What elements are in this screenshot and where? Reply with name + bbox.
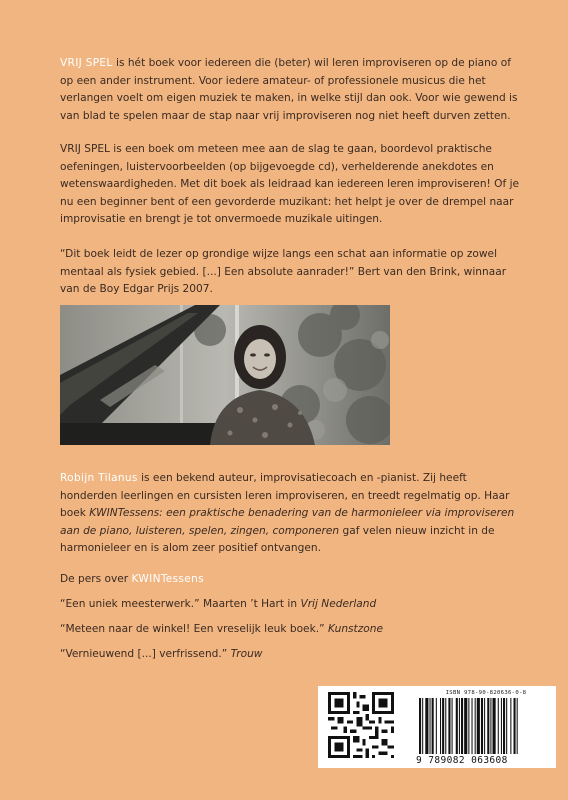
barcode-bar [436,698,437,754]
barcode-bar [422,698,423,754]
barcode-bar [510,698,511,754]
barcode-bar [448,698,450,754]
barcode-bar [430,698,431,754]
barcode-bar [481,698,483,754]
barcode-bar [506,698,507,754]
barcode-bar [445,698,446,754]
barcode-number: 9 789082 063608 [416,755,508,766]
barcode-bar [461,698,463,754]
isbn-label: ISBN 978-90-820636-0-8 [445,690,527,696]
press-quote-source: Kunstzone [327,623,383,635]
press-quote-text: “Vernieuwend [...] verfrissend.” [60,648,231,660]
press-quote-text: “Meteen naar de winkel! Een vreselijk leuk boek.” [60,623,328,635]
barcode-bar [484,698,485,754]
barcode-bar [419,698,421,754]
press-heading [60,573,204,585]
barcode-bar [440,698,441,754]
barcode-bar [459,698,460,754]
barcode-bar [432,698,434,754]
author-photo [60,305,390,445]
press-book-title: KWINTessens [131,573,204,585]
barcode-bar [517,698,518,754]
barcode-bar [498,698,499,754]
intro-text: is hét boek voor iedereen die (beter) wil leren improviseren op de piano of op een ander instrument. Voor iedere amateur- of professionele musicus die het verlangen voelt om eigen muziek te maken, in welke stijl dan ook. Voor wie gewend is van blad te spelen maar de stap naar vrij improviseren nog niet heeft durven zetten. [60,57,518,122]
barcode-bar [487,698,489,754]
author-name: Robijn Tilanus [60,472,138,484]
body-paragraph: VRIJ SPEL is een boek om meteen mee aan de slag te gaan, boordevol praktische oefeningen, luistervoorbeelden (op bijgevoegde cd), verhelderende anekdotes en wetenswaardigheden. Met dit boek als leidraad kan iedereen leren improviseren! Of je nu een beginner bent of een gevorderde muzikant: het helpt je over de drempel naar improvisatie en brengt je tot onvermoede muzikale uitingen. [60,143,520,226]
barcode-bar [425,698,428,754]
barcode-bar [477,698,480,754]
title-highlight: VRIJ SPEL [60,57,113,69]
press-quote-source: Trouw [230,648,263,660]
barcode-icon [417,698,553,754]
press-quote [60,648,262,660]
barcode-bar [472,698,473,754]
barcode-bar [490,698,491,754]
press-quote-source: Vrij Nederland [300,598,377,610]
barcode-bar [501,698,502,754]
press-quote-text: “Een uniek meesterwerk.” Maarten ’t Hart in [60,598,301,610]
barcode-bar [468,698,469,754]
bio-text-end: gaf velen nieuw inzicht in de harmonieleer en is alom zeer positief ontvangen. [60,524,495,555]
bio-text-start: is een bekend auteur, improvisatiecoach en -pianist. Zij heeft honderden leerlingen en cursisten leren improviseren, en treedt regelmatig op. Haar boek [60,472,510,520]
author-bio [60,470,520,558]
book-title-italic: KWINTessens: een praktische benadering van de harmonieleer via improviseren aan de piano, luisteren, spelen, zingen, componeren [60,507,515,537]
author-photo-illustration [60,305,390,445]
barcode-bar [503,698,505,754]
barcode-bar [464,698,467,754]
review-quote: “Dit boek leidt de lezer op grondige wijze langs een schat aan informatie op zowel mentaal als fysiek gebied. [...] Een absolute aanrader!” Bert van den Brink, winnaar van de Boy Edgar Prijs 2007. [60,248,507,296]
barcode-bar [456,698,458,754]
press-quote [60,598,376,610]
barcode-bar [452,698,453,754]
barcode-bar [514,698,516,754]
qr-code-icon [328,692,394,758]
intro-paragraph [60,55,520,125]
press-quote [60,623,383,635]
barcode-bar [475,698,476,754]
barcode-bar [442,698,444,754]
barcode-bar [493,698,496,754]
press-prefix: De pers over [60,573,132,585]
